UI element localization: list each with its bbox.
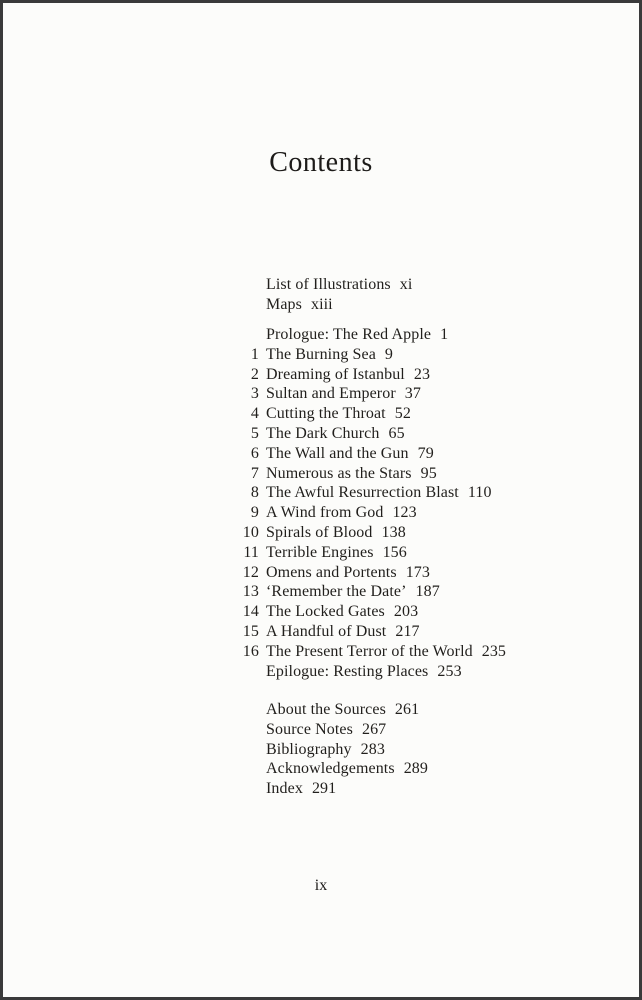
- chapter-number: 3: [250, 385, 259, 403]
- toc-entry: [233, 543, 506, 563]
- toc-entry: [233, 424, 506, 444]
- toc-entry: [233, 700, 428, 720]
- chapter-number: 5: [250, 424, 259, 442]
- toc-entry: [233, 365, 506, 385]
- entry-page-number: 253: [437, 662, 462, 680]
- toc-entry: [233, 523, 506, 543]
- chapter-list: [233, 325, 506, 681]
- toc-entry: [233, 582, 506, 602]
- entry-title: The Wall and the Gun: [266, 444, 409, 462]
- entry-title: A Wind from God: [266, 504, 384, 522]
- entry-page-number: 235: [481, 642, 507, 660]
- toc-entry: [233, 444, 506, 464]
- chapter-number: 12: [242, 563, 259, 581]
- entry-title: Numerous as the Stars: [266, 464, 412, 482]
- entry-page-number: 173: [405, 563, 430, 581]
- entry-title: About the Sources: [266, 701, 386, 718]
- chapter-number: 9: [250, 504, 259, 522]
- contents-heading: Contents: [269, 147, 373, 178]
- entry-title: Index: [266, 780, 303, 798]
- entry-page-number: 283: [360, 740, 385, 758]
- entry-title: The Locked Gates: [266, 603, 385, 621]
- front-matter-list: [233, 275, 412, 315]
- entry-title: A Handful of Dust: [266, 622, 387, 640]
- entry-page-number: 267: [361, 720, 387, 738]
- entry-page-number: 52: [394, 405, 411, 423]
- chapter-number: 16: [242, 642, 259, 660]
- entry-title: Omens and Portents: [266, 563, 397, 581]
- chapter-number: 2: [250, 365, 259, 383]
- toc-entry: [233, 295, 412, 315]
- entry-page-number: 217: [395, 622, 420, 640]
- toc-entry: [233, 720, 428, 740]
- chapter-number: 15: [242, 622, 259, 640]
- entry-title: Cutting the Throat: [266, 405, 386, 423]
- toc-entry: [233, 325, 506, 345]
- chapter-number: 13: [242, 583, 259, 601]
- entry-page-number: 110: [467, 484, 492, 502]
- entry-page-number: 289: [403, 760, 428, 778]
- entry-title: Dreaming of Istanbul: [266, 365, 405, 383]
- entry-title: Spirals of Blood: [266, 523, 373, 541]
- entry-page-number: xi: [399, 276, 413, 293]
- toc-entry: [233, 662, 506, 682]
- toc-entry: [233, 563, 506, 583]
- entry-page-number: 23: [413, 365, 431, 383]
- entry-page-number: 79: [417, 444, 434, 462]
- toc-entry: [233, 483, 506, 503]
- toc-entry: [233, 464, 506, 484]
- entry-title: Sultan and Emperor: [266, 385, 396, 403]
- entry-page-number: 203: [393, 603, 419, 621]
- entry-page-number: 37: [404, 385, 421, 403]
- entry-title: The Burning Sea: [266, 345, 376, 363]
- entry-title: The Dark Church: [266, 424, 380, 442]
- entry-page-number: xiii: [310, 295, 333, 313]
- chapter-number: 10: [242, 523, 259, 541]
- entry-page-number: 138: [381, 523, 406, 541]
- entry-title: The Awful Resurrection Blast: [266, 484, 459, 502]
- entry-title: Maps: [266, 295, 302, 313]
- entry-page-number: 123: [392, 504, 417, 522]
- entry-title: Epilogue: Resting Places: [266, 662, 429, 680]
- entry-page-number: 65: [388, 424, 405, 442]
- entry-title: Source Notes: [266, 720, 353, 738]
- chapter-number: 8: [250, 484, 259, 502]
- entry-page-number: 156: [382, 543, 407, 561]
- chapter-number: 1: [250, 345, 259, 363]
- entry-title: Terrible Engines: [266, 543, 374, 561]
- chapter-number: 4: [250, 405, 259, 423]
- toc-entry: [233, 759, 428, 779]
- toc-entry: [233, 779, 428, 799]
- toc-entry: [233, 275, 412, 295]
- toc-entry: [233, 404, 506, 424]
- toc-entry: [233, 503, 506, 523]
- entry-title: Bibliography: [266, 740, 352, 758]
- toc-entry: [233, 622, 506, 642]
- entry-page-number: 261: [394, 701, 420, 718]
- toc-entry: [233, 740, 428, 760]
- chapter-number: 11: [243, 543, 259, 561]
- chapter-number: 6: [250, 444, 259, 462]
- back-matter-list: [233, 700, 428, 799]
- entry-title: List of Illustrations: [266, 276, 391, 293]
- chapter-number: 7: [250, 464, 259, 482]
- entry-page-number: 95: [420, 464, 437, 482]
- toc-entry: [233, 384, 506, 404]
- entry-title: The Present Terror of the World: [266, 642, 473, 660]
- chapter-number: 14: [242, 603, 259, 621]
- entry-title: Acknowledgements: [266, 760, 395, 778]
- toc-entry: [233, 642, 506, 662]
- entry-page-number: 9: [384, 345, 394, 363]
- entry-title: Prologue: The Red Apple: [266, 326, 432, 343]
- page-number: ix: [314, 877, 328, 894]
- entry-title: ‘Remember the Date’: [266, 583, 407, 601]
- entry-page-number: 187: [415, 583, 440, 601]
- entry-page-number: 291: [311, 780, 337, 798]
- toc-entry: [233, 602, 506, 622]
- entry-page-number: 1: [440, 326, 449, 343]
- toc-entry: [233, 345, 506, 365]
